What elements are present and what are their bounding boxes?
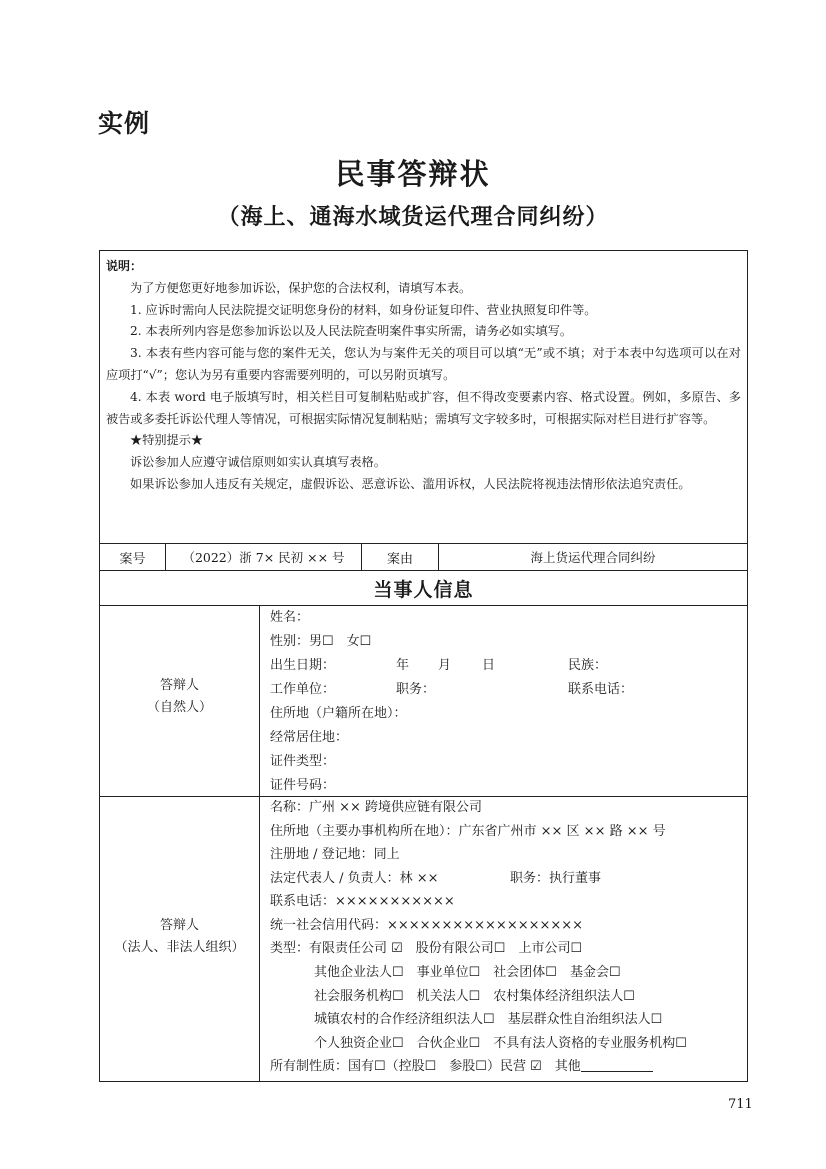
domicile-field[interactable]: 住所地（户籍所在地）：: [270, 706, 407, 721]
registered-place-field[interactable]: 注册地 / 登记地：同上: [270, 847, 400, 862]
case-cause-label: 案由: [386, 551, 413, 567]
birth-row: [270, 654, 740, 678]
entity-type-options[interactable]: 其他企业法人☐ 事业单位☐ 社会团体☐ 基金会☐: [314, 965, 621, 980]
natural-person-type: （自然人）: [146, 700, 212, 715]
company-phone-field[interactable]: 联系电话：×××××××××××: [270, 894, 455, 909]
gender-field[interactable]: 性别：男☐ 女☐: [270, 634, 372, 649]
document-title: 民事答辩状: [335, 157, 491, 191]
respondent-label: 答辩人: [159, 678, 199, 693]
name-field[interactable]: 姓名：: [270, 610, 310, 625]
page-number: 711: [728, 1097, 753, 1112]
phone-field[interactable]: 联系电话：: [568, 682, 634, 697]
id-type-field[interactable]: 证件类型：: [270, 754, 336, 769]
employer-field[interactable]: 工作单位：: [270, 682, 336, 697]
month-label: 月: [438, 658, 452, 673]
column-divider: [259, 606, 260, 796]
credit-code-field[interactable]: 统一社会信用代码：××××××××××××××××××: [270, 918, 584, 933]
company-address-field[interactable]: 住所地（主要办事机构所在地）：广东省广州市 ×× 区 ×× 路 ×× 号: [270, 824, 666, 839]
entity-type-options[interactable]: 个人独资企业☐ 合伙企业☐ 不具有法人资格的专业服务机构☐: [314, 1036, 687, 1051]
instruction-paragraph: 4. 本表 word 电子版填写时，相关栏目可复制粘贴或扩容，但不得改变要素内容、格式设置。例如，多原告、多被告或多委托诉讼代理人等情况，可根据实际情况复制粘贴；需填写文字较多时，可根据实际对栏目进行扩容等。: [106, 389, 741, 426]
case-number-value[interactable]: （2022）浙 7× 民初 ×× 号: [182, 550, 345, 565]
case-cause-value[interactable]: 海上货运代理合同纠纷: [530, 550, 656, 565]
row-divider: [100, 605, 747, 606]
residence-field[interactable]: 经常居住地：: [270, 730, 349, 745]
id-number-field[interactable]: 证件号码：: [270, 778, 336, 793]
representative-row: [270, 867, 740, 891]
instruction-paragraph: 如果诉讼参加人违反有关规定，虚假诉讼、恶意诉讼、滥用诉权，人民法院将视违法情形依法追究责任。: [130, 476, 691, 491]
legal-person-label: [100, 915, 259, 959]
instructions-block: [100, 251, 747, 543]
entity-type-options[interactable]: 类型：有限责任公司 ☑ 股份有限公司☐ 上市公司☐: [270, 941, 583, 956]
case-number-label: 案号: [119, 551, 146, 567]
column-divider: [259, 797, 260, 1081]
instruction-paragraph: 为了方便您更好地参加诉讼，保护您的合法权利，请填写本表。: [130, 280, 472, 295]
year-label: 年: [396, 658, 410, 673]
ownership-options[interactable]: 所有制性质：国有☐（控股☐ 参股☐）民营 ☑ 其他: [270, 1059, 581, 1074]
company-name-field[interactable]: 名称：广州 ×× 跨境供应链有限公司: [270, 800, 483, 815]
entity-type-options[interactable]: 城镇农村的合作经济组织法人☐ 基层群众性自治组织法人☐: [314, 1012, 663, 1027]
representative-position-field[interactable]: 职务：执行董事: [510, 871, 602, 886]
respondent-label: 答辩人: [159, 918, 199, 933]
ethnicity-field[interactable]: 民族：: [568, 658, 608, 673]
legal-person-type: （法人、非法人组织）: [114, 940, 245, 955]
instruction-paragraph: 诉讼参加人应遵守诚信原则如实认真填写表格。: [130, 455, 386, 470]
natural-person-label: [100, 675, 259, 719]
instructions-heading: 说明：: [106, 259, 143, 273]
special-notice-heading: ★特别提示★: [130, 433, 204, 448]
instruction-paragraph: 1. 应诉时需向人民法院提交证明您身份的材料，如身份证复印件、营业执照复印件等。: [130, 302, 597, 317]
party-info-heading: 当事人信息: [373, 578, 474, 601]
other-ownership-blank[interactable]: [581, 1057, 653, 1072]
entity-type-options[interactable]: 社会服务机构☐ 机关法人☐ 农村集体经济组织法人☐: [314, 989, 635, 1004]
employer-row: [270, 678, 740, 702]
representative-field[interactable]: 法定代表人 / 负责人：林 ××: [270, 871, 439, 886]
instruction-paragraph: 2. 本表所列内容是您参加诉讼以及人民法院查明案件事实所需，请务必如实填写。: [130, 324, 573, 339]
ownership-row: [270, 1055, 653, 1079]
document-subtitle: （海上、通海水域货运代理合同纠纷）: [217, 204, 609, 230]
section-label: 实例: [98, 109, 151, 138]
day-label: 日: [482, 658, 496, 673]
instruction-paragraph: 3. 本表有些内容可能与您的案件无关，您认为与案件无关的项目可以填“无”或不填；对于本表中勾选项可以在对应项打“√”；您认为另有重要内容需要列明的，可以另附页填写。: [106, 346, 741, 382]
position-field[interactable]: 职务：: [396, 682, 436, 697]
birth-date-field[interactable]: 出生日期：: [270, 658, 336, 673]
form-table: [99, 250, 748, 1082]
